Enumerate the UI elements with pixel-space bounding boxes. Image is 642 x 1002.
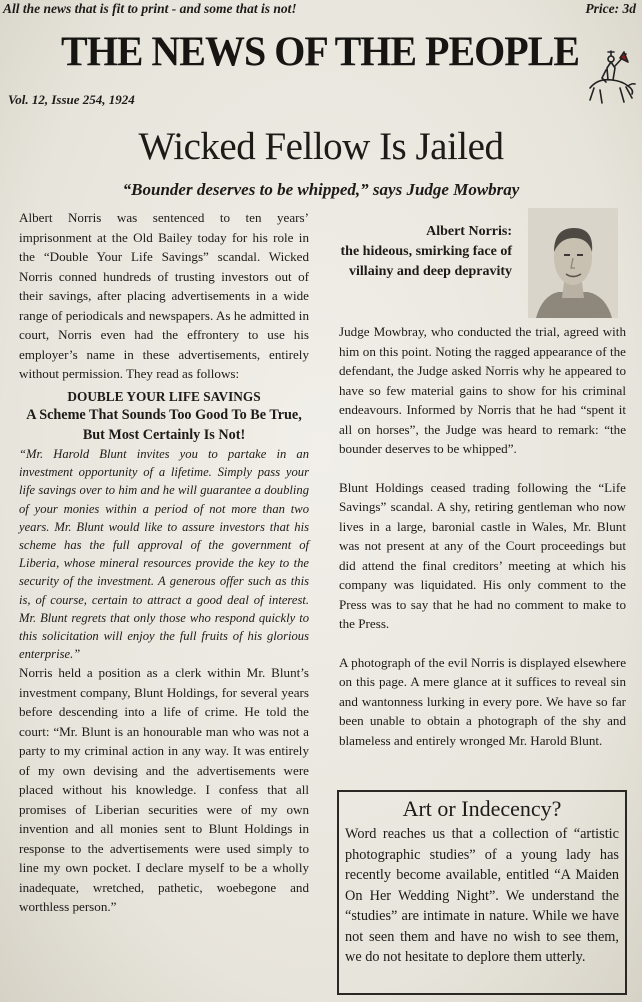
- portrait-photo-icon: [528, 208, 618, 318]
- advertisement-quote: “Mr. Harold Blunt invites you to partake in an investment opportunity of a lifetime. Simply pass your life savings over to him and he will guarantee a doubling of your monies within a period of not more than two years. Mr. Blunt would like to assure investors that his scheme has the full approval of the government of Liberia, whose mineral resources provide the key to the security of the investment. A generous offer such as this is, of course, certain to attract a good deal of interest. Mr. Blunt regrets that only those who respond quickly to this solicitation will enjoy the full fruits of his glorious enterprise.”: [19, 447, 309, 662]
- photo-caption: [340, 222, 512, 282]
- photo-caption-title: Albert Norris:: [426, 224, 512, 239]
- box-body: Word reaches us that a collection of “artistic photographic studies” of a young lady has recently become available, entitled “A Maiden On Her Wedding Night”. We understand the “studies” are intimate in nature. While we have not seen them and have no wish to see them, we do not hesitate to deplore them utterly.: [345, 826, 619, 965]
- newspaper-masthead: THE NEWS OF THE PEOPLE: [60, 27, 580, 76]
- article-subheadline: “Bounder deserves to be whipped,” says Judge Mowbray: [122, 180, 520, 199]
- article-paragraph: Albert Norris was sentenced to ten years’ imprisonment at the Old Bailey today for his role in the “Double Your Life Savings” scandal. Wicked Norris conned hundreds of trusting investors out of their savings, after placing advertisements in a wide range of periodicals and newspapers. As he admitted in court, Norris even had the effrontery to use his employer’s name in these advertisements, entirely without permission. They read as follows:: [19, 210, 309, 381]
- ad-title: DOUBLE YOUR LIFE SAVINGS: [67, 388, 261, 404]
- knight-on-horseback-icon: [580, 48, 640, 110]
- ad-subtitle: A Scheme That Sounds Too Good To Be True, But Most Certainly Is Not!: [26, 407, 302, 443]
- volume-issue-label: Vol. 12, Issue 254, 1924: [8, 92, 135, 107]
- advertisement-heading: [19, 388, 309, 446]
- left-column: [19, 208, 309, 917]
- article-paragraph: Judge Mowbray, who conducted the trial, agreed with him on this point. Noting the ragged appearance of the defendant, the Judge asked Norris why he appeared to have so few material gains to show for his criminal endeavours. Informed by Norris that he had “spent it all on horses”, the Judge was heard to remark: “the bounder deserves to be whipped”.: [339, 324, 626, 456]
- right-column: [339, 322, 626, 750]
- box-title: Art or Indecency?: [402, 796, 562, 821]
- article-paragraph: Blunt Holdings ceased trading following the “Life Savings” scandal. A shy, retiring gentleman who now lives in a large, baronial castle in Wales, Mr. Blunt was not present at any of the Court proceedings but did attend the final creditors’ meeting at which his company was liquidated. His only comment to the Press was to say that he had no comment to make to the Press.: [339, 479, 626, 631]
- masthead-tagline: All the news that is fit to print - and some that is not!: [3, 1, 297, 16]
- article-paragraph: Norris held a position as a clerk within Mr. Blunt’s investment company, Blunt Holdings, for several years before descending into a life of crime. He told the court: “Mr. Blunt is an honourable man who was not a party to my criminal action in any way. It was entirely of my own devising and the advertisements were placed without his knowledge. I confess that all promises of Liberian securities were of my own invention and all monies sent to Blunt Holdings in response to the advertisements were used simply to line my own pocket. I declare myself to be a wholly inadequate, wretched, pathetic, woebegone and worthless person.”: [19, 665, 309, 915]
- price-label: Price: 3d: [585, 1, 636, 16]
- sidebar-news-box: [337, 790, 627, 995]
- photo-caption-text: the hideous, smirking face of villainy and deep depravity: [340, 244, 512, 279]
- article-paragraph: A photograph of the evil Norris is displayed elsewhere on this page. A mere glance at it suffices to reveal sin and wantonness lurking in every pore. We have so far been unable to obtain a photograph of the shy and blameless and entirely wronged Mr. Harold Blunt.: [339, 654, 626, 748]
- article-headline: Wicked Fellow Is Jailed: [138, 125, 504, 168]
